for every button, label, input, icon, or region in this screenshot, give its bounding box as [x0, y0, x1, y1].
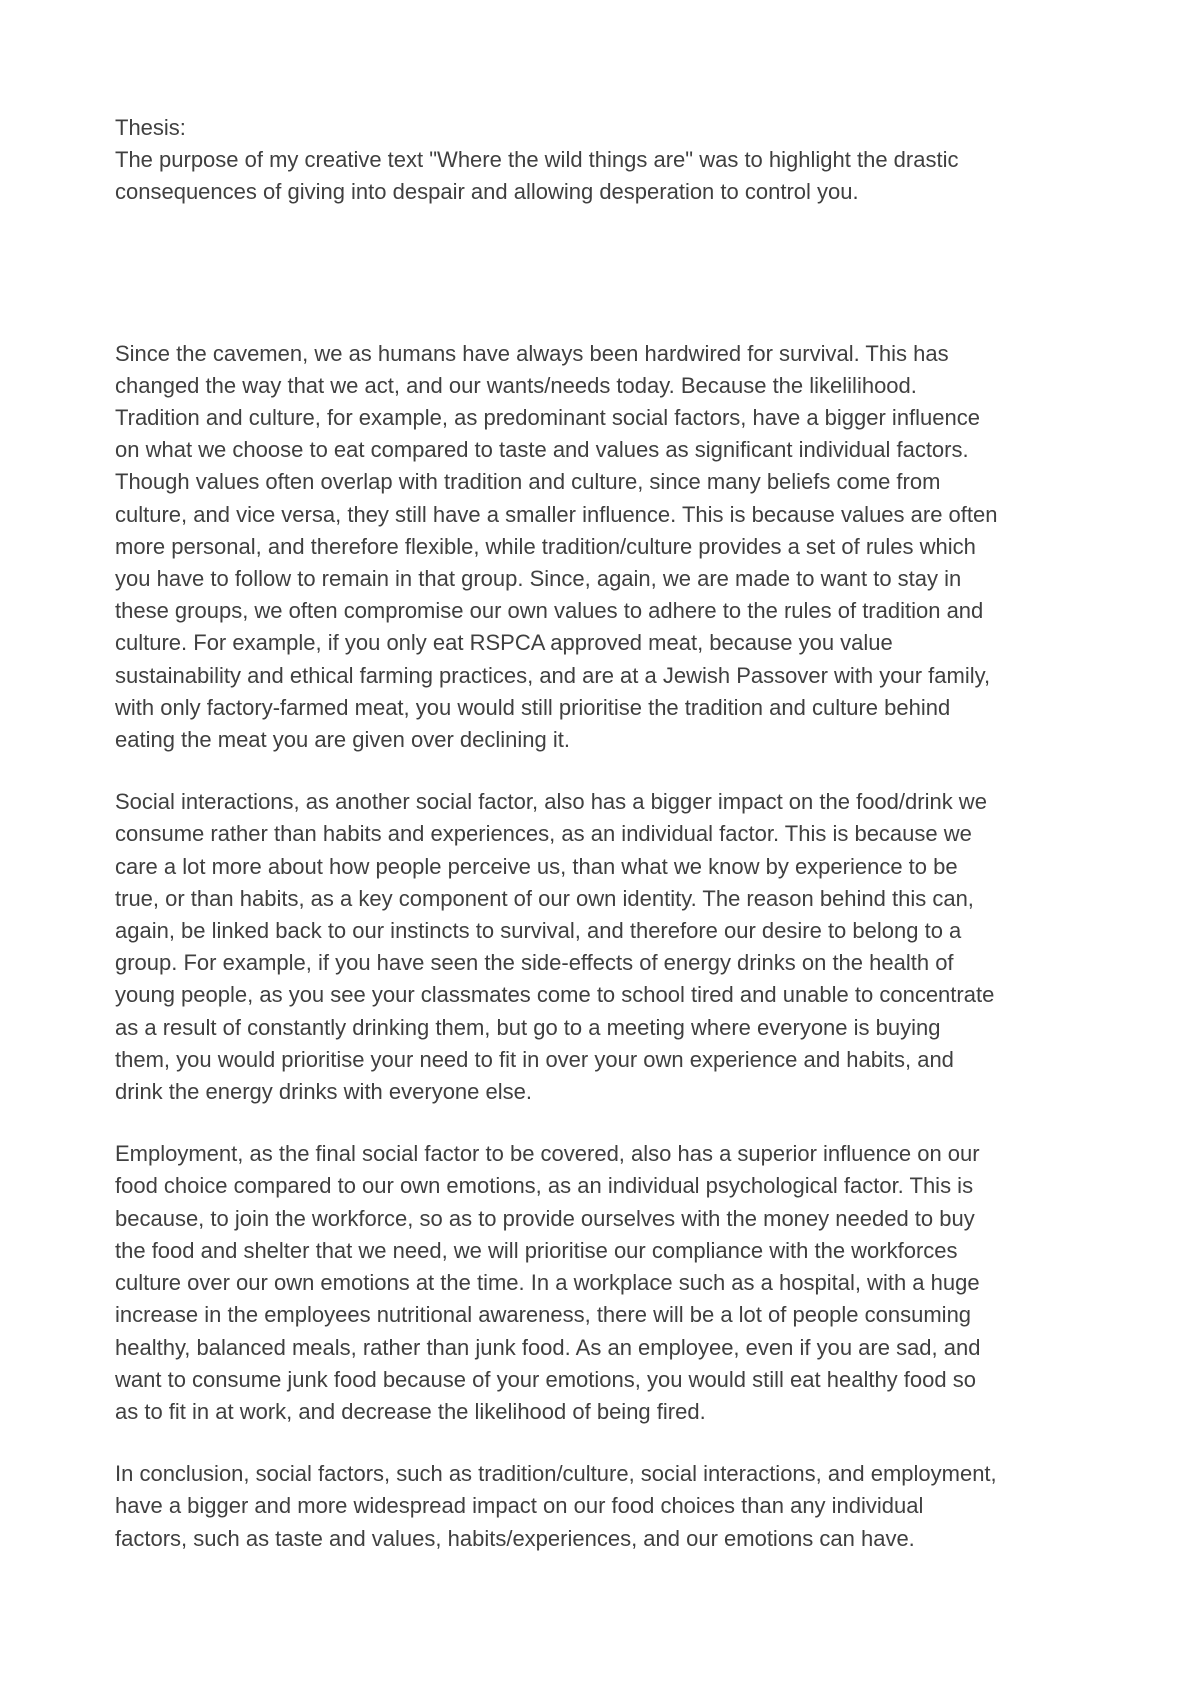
paragraph-gap [115, 756, 1105, 786]
paragraph-line: as a result of constantly drinking them, but go to a meeting where everyone is buying [115, 1014, 941, 1040]
paragraph-line: consume rather than habits and experiences, as an individual factor. This is because we [115, 821, 972, 847]
paragraph-line: changed the way that we act, and our wants/needs today. Because the likelilihood. [115, 372, 917, 398]
paragraph-line: them, you would prioritise your need to fit in over your own experience and habits, and [115, 1046, 954, 1072]
paragraph-line: culture over our own emotions at the time. In a workplace such as a hospital, with a huge [115, 1270, 980, 1296]
paragraph-line: care a lot more about how people perceive us, than what we know by experience to be [115, 853, 958, 879]
paragraph-line: Tradition and culture, for example, as predominant social factors, have a bigger influence [115, 405, 980, 431]
paragraph-employment [115, 1138, 1105, 1428]
paragraph-line: with only factory-farmed meat, you would still prioritise the tradition and culture behind [115, 694, 951, 720]
paragraph-line: as to fit in at work, and decrease the likelihood of being fired. [115, 1398, 706, 1424]
paragraph-gap [115, 1108, 1105, 1138]
paragraph-line: on what we choose to eat compared to taste and values as significant individual factors. [115, 437, 969, 463]
paragraph-line: food choice compared to our own emotions, as an individual psychological factor. This is [115, 1173, 974, 1199]
paragraph-line: more personal, and therefore flexible, while tradition/culture provides a set of rules which [115, 533, 976, 559]
paragraph-line: true, or than habits, as a key component of our own identity. The reason behind this can, [115, 885, 974, 911]
paragraph-line: these groups, we often compromise our own values to adhere to the rules of tradition and [115, 598, 984, 624]
document-page [115, 112, 1105, 1555]
paragraph-social-interactions [115, 786, 1105, 1108]
thesis-label: Thesis: [115, 115, 186, 140]
paragraph-line: factors, such as taste and values, habits/experiences, and our emotions can have. [115, 1525, 915, 1551]
paragraph-line: increase in the employees nutritional awareness, there will be a lot of people consuming [115, 1302, 972, 1328]
paragraph-line: culture. For example, if you only eat RSPCA approved meat, because you value [115, 630, 893, 656]
paragraph-conclusion [115, 1458, 1105, 1555]
paragraph-line: Since the cavemen, we as humans have always been hardwired for survival. This has [115, 340, 949, 366]
paragraph-line: healthy, balanced meals, rather than junk food. As an employee, even if you are sad, and [115, 1334, 981, 1360]
thesis-line: consequences of giving into despair and allowing desperation to control you. [115, 179, 859, 205]
paragraph-intro [115, 338, 1105, 757]
paragraph-line: Employment, as the final social factor to be covered, also has a superior influence on our [115, 1141, 980, 1167]
thesis-section [115, 112, 1105, 209]
paragraph-line: In conclusion, social factors, such as tradition/culture, social interactions, and employment, [115, 1461, 997, 1487]
paragraph-line: young people, as you see your classmates come to school tired and unable to concentrate [115, 982, 995, 1008]
blank-space [115, 209, 1105, 338]
paragraph-line: Social interactions, as another social factor, also has a bigger impact on the food/drink we [115, 789, 987, 815]
paragraph-gap [115, 1428, 1105, 1458]
paragraph-line: again, be linked back to our instincts to survival, and therefore our desire to belong to a [115, 918, 962, 944]
paragraph-line: culture, and vice versa, they still have a smaller influence. This is because values are often [115, 501, 998, 527]
paragraph-line: group. For example, if you have seen the side-effects of energy drinks on the health of [115, 950, 954, 976]
thesis-line: The purpose of my creative text "Where the wild things are" was to highlight the drastic [115, 147, 959, 173]
paragraph-line: Though values often overlap with tradition and culture, since many beliefs come from [115, 469, 941, 495]
paragraph-line: you have to follow to remain in that group. Since, again, we are made to want to stay in [115, 566, 962, 592]
paragraph-line: the food and shelter that we need, we will prioritise our compliance with the workforces [115, 1237, 958, 1263]
paragraph-line: eating the meat you are given over declining it. [115, 727, 570, 753]
paragraph-line: want to consume junk food because of your emotions, you would still eat healthy food so [115, 1366, 976, 1392]
paragraph-line: drink the energy drinks with everyone else. [115, 1079, 532, 1105]
paragraph-line: have a bigger and more widespread impact on our food choices than any individual [115, 1493, 924, 1519]
paragraph-line: because, to join the workforce, so as to provide ourselves with the money needed to buy [115, 1205, 975, 1231]
paragraph-line: sustainability and ethical farming practices, and are at a Jewish Passover with your family, [115, 662, 991, 688]
